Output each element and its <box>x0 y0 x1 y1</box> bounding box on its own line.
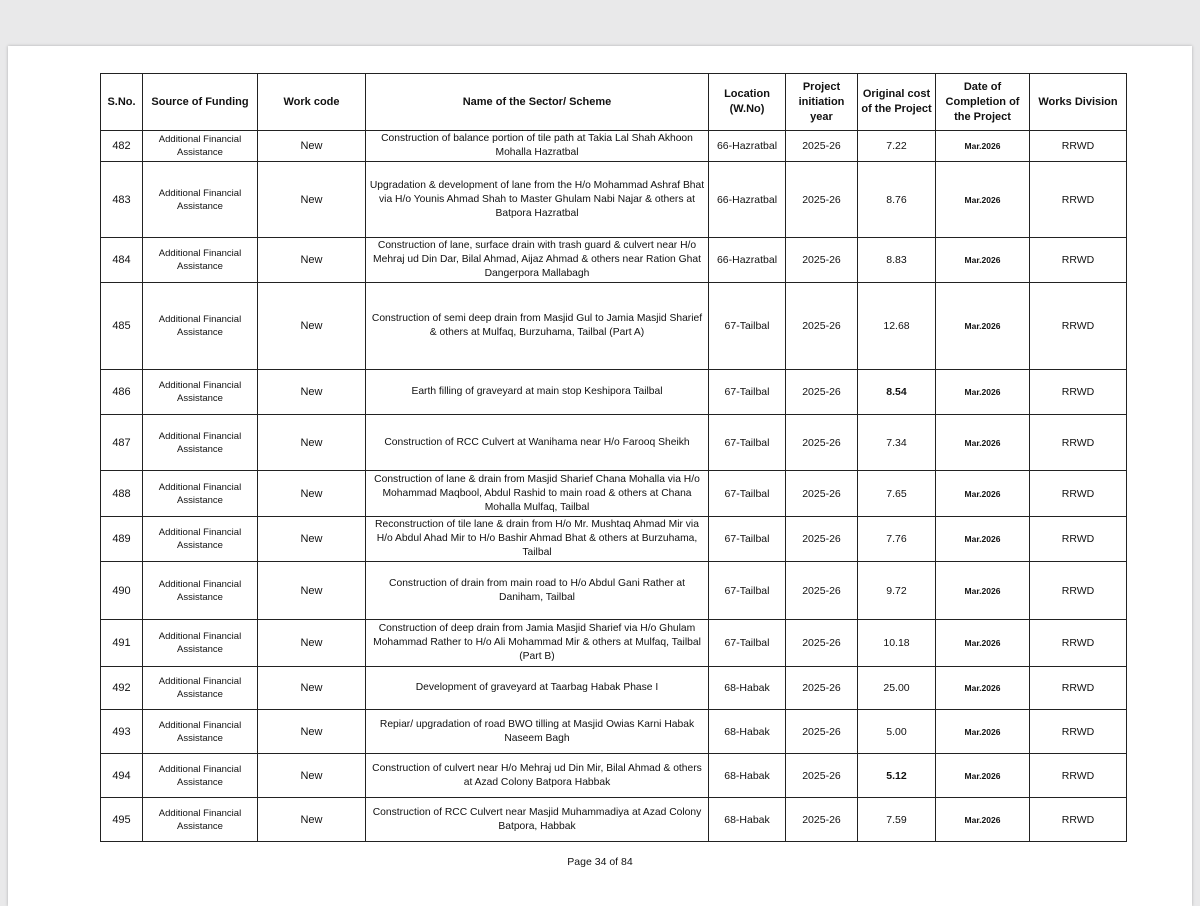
table-row <box>101 798 1127 842</box>
cell-year: 2025-26 <box>786 710 858 754</box>
cell-work-code: New <box>258 415 366 471</box>
cell-division: RRWD <box>1030 710 1127 754</box>
cell-division: RRWD <box>1030 415 1127 471</box>
cell-division: RRWD <box>1030 620 1127 667</box>
table-row <box>101 415 1127 471</box>
cell-date: Mar.2026 <box>936 415 1030 471</box>
cell-name: Development of graveyard at Taarbag Habak Phase I <box>366 667 709 710</box>
cell-work-code: New <box>258 710 366 754</box>
cell-division: RRWD <box>1030 238 1127 283</box>
table-row <box>101 754 1127 798</box>
cell-name: Construction of semi deep drain from Masjid Gul to Jamia Masjid Sharief & others at Mulfaq, Burzuhama, Tailbal (Part A) <box>366 283 709 370</box>
cell-date: Mar.2026 <box>936 710 1030 754</box>
cell-cost: 7.59 <box>858 798 936 842</box>
cell-date: Mar.2026 <box>936 754 1030 798</box>
page-number: Page 34 of 84 <box>567 856 633 868</box>
cell-location: 68-Habak <box>709 754 786 798</box>
cell-sno: 482 <box>101 131 143 162</box>
cell-year: 2025-26 <box>786 283 858 370</box>
cell-work-code: New <box>258 283 366 370</box>
cell-date: Mar.2026 <box>936 517 1030 562</box>
cell-name: Repiar/ upgradation of road BWO tilling at Masjid Owias Karni Habak Naseem Bagh <box>366 710 709 754</box>
cell-source: Additional Financial Assistance <box>143 667 258 710</box>
header-source: Source of Funding <box>143 74 258 131</box>
cell-name: Construction of RCC Culvert near Masjid Muhammadiya at Azad Colony Batpora, Habbak <box>366 798 709 842</box>
cell-date: Mar.2026 <box>936 667 1030 710</box>
cell-name: Construction of lane & drain from Masjid Sharief Chana Mohalla via H/o Mohammad Maqbool, Abdul Rashid to main road & others at Chana Mohalla Mulfaq, Tailbal <box>366 471 709 517</box>
cell-date: Mar.2026 <box>936 162 1030 238</box>
table-row <box>101 620 1127 667</box>
cell-division: RRWD <box>1030 517 1127 562</box>
cell-date: Mar.2026 <box>936 620 1030 667</box>
cell-name: Construction of drain from main road to H/o Abdul Gani Rather at Daniham, Tailbal <box>366 562 709 620</box>
cell-cost: 10.18 <box>858 620 936 667</box>
table-row <box>101 131 1127 162</box>
cell-work-code: New <box>258 471 366 517</box>
cell-source: Additional Financial Assistance <box>143 798 258 842</box>
cell-source: Additional Financial Assistance <box>143 754 258 798</box>
cell-name: Construction of culvert near H/o Mehraj ud Din Mir, Bilal Ahmad & others at Azad Colony Batpora Habbak <box>366 754 709 798</box>
cell-work-code: New <box>258 754 366 798</box>
cell-cost: 5.12 <box>858 754 936 798</box>
cell-cost: 8.76 <box>858 162 936 238</box>
cell-year: 2025-26 <box>786 667 858 710</box>
header-work-code: Work code <box>258 74 366 131</box>
cell-date: Mar.2026 <box>936 798 1030 842</box>
cell-name: Construction of balance portion of tile path at Takia Lal Shah Akhoon Mohalla Hazratbal <box>366 131 709 162</box>
cell-sno: 495 <box>101 798 143 842</box>
cell-cost: 25.00 <box>858 667 936 710</box>
cell-source: Additional Financial Assistance <box>143 620 258 667</box>
cell-location: 66-Hazratbal <box>709 238 786 283</box>
cell-cost: 8.83 <box>858 238 936 283</box>
cell-location: 68-Habak <box>709 667 786 710</box>
table-row <box>101 471 1127 517</box>
cell-work-code: New <box>258 131 366 162</box>
cell-division: RRWD <box>1030 370 1127 415</box>
cell-date: Mar.2026 <box>936 283 1030 370</box>
header-name: Name of the Sector/ Scheme <box>366 74 709 131</box>
table-row <box>101 162 1127 238</box>
cell-division: RRWD <box>1030 667 1127 710</box>
cell-sno: 489 <box>101 517 143 562</box>
cell-location: 68-Habak <box>709 798 786 842</box>
cell-date: Mar.2026 <box>936 238 1030 283</box>
document-page <box>8 46 1192 906</box>
cell-source: Additional Financial Assistance <box>143 710 258 754</box>
table-row <box>101 370 1127 415</box>
cell-name: Construction of deep drain from Jamia Masjid Sharief via H/o Ghulam Mohammad Rather to H/o Ali Mohammad Mir & others at Mulfaq, Tailbal (Part B) <box>366 620 709 667</box>
table-row <box>101 562 1127 620</box>
cell-year: 2025-26 <box>786 471 858 517</box>
cell-name: Earth filling of graveyard at main stop Keshipora Tailbal <box>366 370 709 415</box>
table-row <box>101 238 1127 283</box>
works-table <box>100 73 1127 842</box>
cell-sno: 484 <box>101 238 143 283</box>
header-location: Location (W.No) <box>709 74 786 131</box>
cell-year: 2025-26 <box>786 798 858 842</box>
table-row <box>101 517 1127 562</box>
cell-date: Mar.2026 <box>936 471 1030 517</box>
cell-sno: 486 <box>101 370 143 415</box>
cell-location: 67-Tailbal <box>709 471 786 517</box>
cell-name: Upgradation & development of lane from the H/o Mohammad Ashraf Bhat via H/o Younis Ahmad Shah to Master Ghulam Nabi Najar & others at Batpora Hazratbal <box>366 162 709 238</box>
cell-source: Additional Financial Assistance <box>143 471 258 517</box>
cell-division: RRWD <box>1030 283 1127 370</box>
cell-location: 67-Tailbal <box>709 415 786 471</box>
header-division: Works Division <box>1030 74 1127 131</box>
cell-sno: 485 <box>101 283 143 370</box>
cell-date: Mar.2026 <box>936 131 1030 162</box>
cell-year: 2025-26 <box>786 238 858 283</box>
cell-cost: 7.76 <box>858 517 936 562</box>
cell-cost: 8.54 <box>858 370 936 415</box>
cell-work-code: New <box>258 517 366 562</box>
cell-cost: 5.00 <box>858 710 936 754</box>
cell-division: RRWD <box>1030 131 1127 162</box>
cell-work-code: New <box>258 798 366 842</box>
cell-name: Reconstruction of tile lane & drain from H/o Mr. Mushtaq Ahmad Mir via H/o Abdul Ahad Mir to H/o Bashir Ahmad Bhat & others at Burzuhama, Tailbal <box>366 517 709 562</box>
cell-location: 68-Habak <box>709 710 786 754</box>
cell-work-code: New <box>258 370 366 415</box>
cell-work-code: New <box>258 562 366 620</box>
cell-date: Mar.2026 <box>936 562 1030 620</box>
cell-source: Additional Financial Assistance <box>143 415 258 471</box>
cell-division: RRWD <box>1030 162 1127 238</box>
header-date: Date of Completion of the Project <box>936 74 1030 131</box>
cell-location: 66-Hazratbal <box>709 162 786 238</box>
cell-location: 67-Tailbal <box>709 562 786 620</box>
cell-division: RRWD <box>1030 754 1127 798</box>
cell-year: 2025-26 <box>786 517 858 562</box>
cell-sno: 490 <box>101 562 143 620</box>
cell-year: 2025-26 <box>786 562 858 620</box>
cell-year: 2025-26 <box>786 620 858 667</box>
cell-sno: 488 <box>101 471 143 517</box>
cell-location: 67-Tailbal <box>709 283 786 370</box>
cell-source: Additional Financial Assistance <box>143 131 258 162</box>
cell-source: Additional Financial Assistance <box>143 283 258 370</box>
cell-sno: 493 <box>101 710 143 754</box>
table-row <box>101 710 1127 754</box>
cell-division: RRWD <box>1030 471 1127 517</box>
cell-source: Additional Financial Assistance <box>143 238 258 283</box>
cell-cost: 9.72 <box>858 562 936 620</box>
cell-location: 67-Tailbal <box>709 620 786 667</box>
cell-work-code: New <box>258 620 366 667</box>
cell-year: 2025-26 <box>786 131 858 162</box>
cell-date: Mar.2026 <box>936 370 1030 415</box>
header-year: Project initiation year <box>786 74 858 131</box>
cell-work-code: New <box>258 667 366 710</box>
cell-source: Additional Financial Assistance <box>143 517 258 562</box>
cell-cost: 7.65 <box>858 471 936 517</box>
cell-cost: 12.68 <box>858 283 936 370</box>
cell-division: RRWD <box>1030 798 1127 842</box>
cell-year: 2025-26 <box>786 162 858 238</box>
cell-sno: 483 <box>101 162 143 238</box>
cell-division: RRWD <box>1030 562 1127 620</box>
table-header-row <box>101 74 1127 131</box>
cell-sno: 491 <box>101 620 143 667</box>
table-row <box>101 667 1127 710</box>
cell-sno: 494 <box>101 754 143 798</box>
cell-work-code: New <box>258 162 366 238</box>
cell-year: 2025-26 <box>786 370 858 415</box>
cell-sno: 492 <box>101 667 143 710</box>
cell-cost: 7.22 <box>858 131 936 162</box>
cell-year: 2025-26 <box>786 415 858 471</box>
cell-sno: 487 <box>101 415 143 471</box>
cell-source: Additional Financial Assistance <box>143 562 258 620</box>
cell-year: 2025-26 <box>786 754 858 798</box>
cell-location: 66-Hazratbal <box>709 131 786 162</box>
table-row <box>101 283 1127 370</box>
header-cost: Original cost of the Project <box>858 74 936 131</box>
cell-work-code: New <box>258 238 366 283</box>
cell-cost: 7.34 <box>858 415 936 471</box>
cell-location: 67-Tailbal <box>709 517 786 562</box>
cell-name: Construction of RCC Culvert at Wanihama near H/o Farooq Sheikh <box>366 415 709 471</box>
cell-source: Additional Financial Assistance <box>143 162 258 238</box>
cell-location: 67-Tailbal <box>709 370 786 415</box>
header-sno: S.No. <box>101 74 143 131</box>
cell-name: Construction of lane, surface drain with trash guard & culvert near H/o Mehraj ud Din Dar, Bilal Ahmad, Aijaz Ahmad & others near Ration Ghat Dangerpora Mallabagh <box>366 238 709 283</box>
cell-source: Additional Financial Assistance <box>143 370 258 415</box>
